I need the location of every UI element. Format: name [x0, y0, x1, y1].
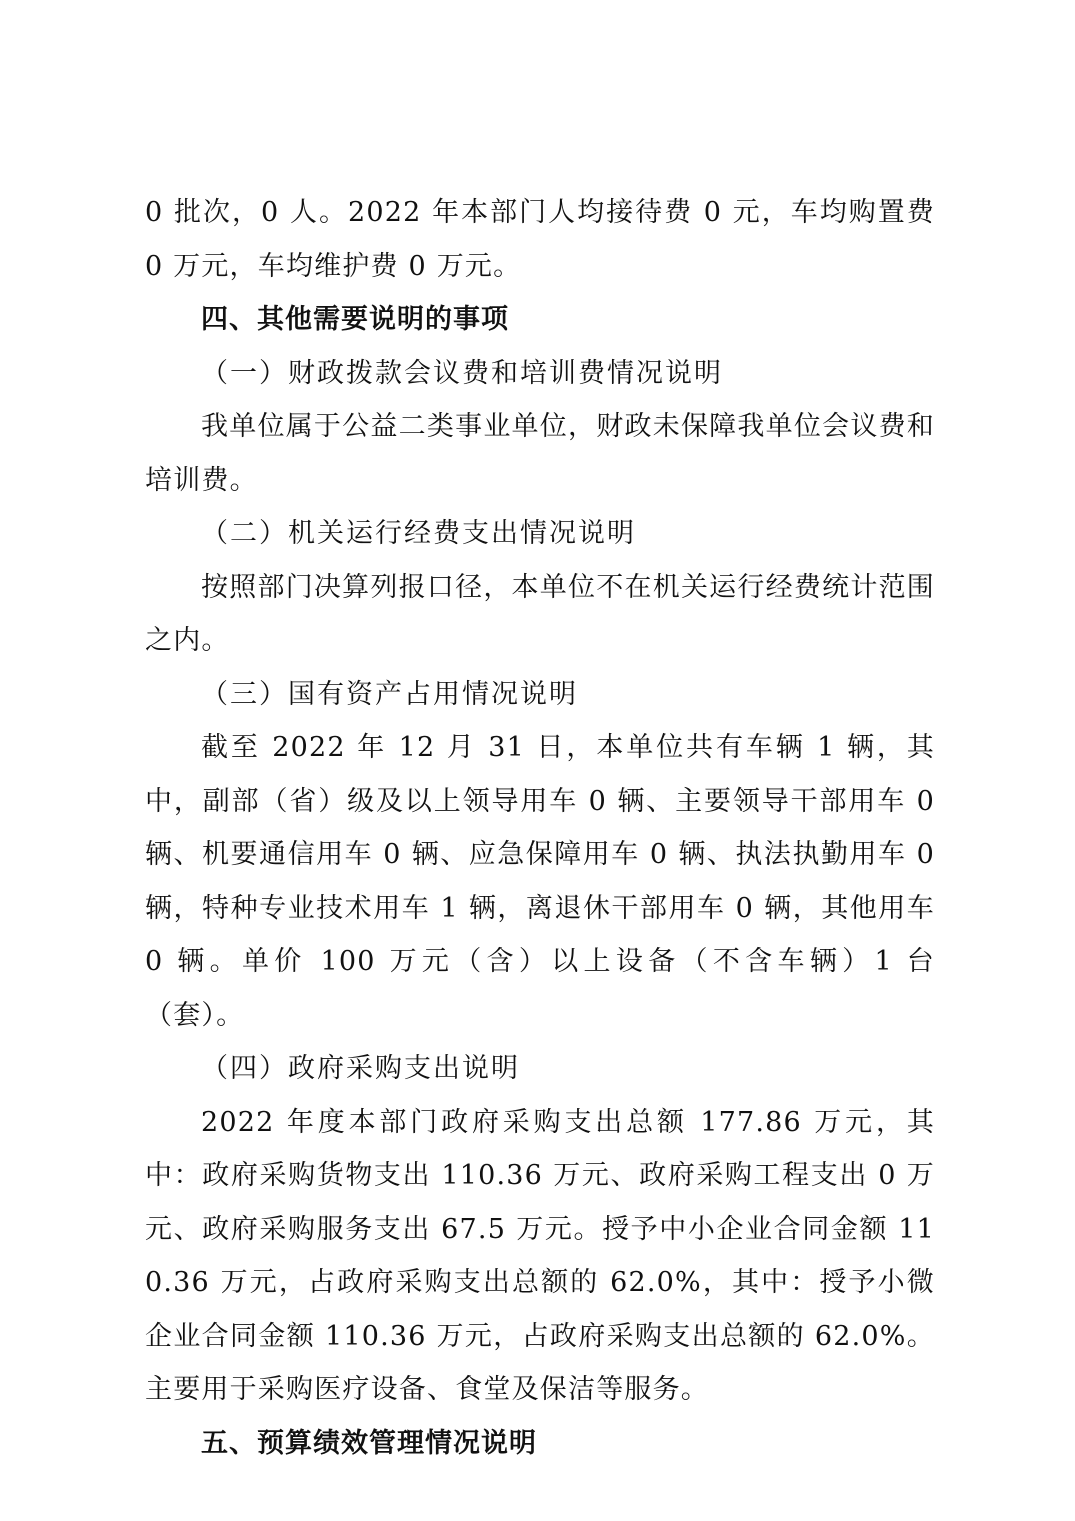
- subheading-operating-expenses: （二）机关运行经费支出情况说明: [201, 518, 636, 549]
- paragraph-state-assets: 截至 2022 年 12 月 31 日，本单位共有车辆 1 辆，其中，副部（省）级及以上领导用车 0 辆、主要领导干部用车 0 辆、机要通信用车 0 辆、应急保障用车 0 辆、执法执勤用车 0 辆，特种专业技术用车 1 辆，离退休干部用车 0 辆，其他用车 0 辆。单价 100 万元（含）以上设备（不含车辆）1 台（套）。: [145, 732, 935, 1031]
- paragraph-government-procurement: 2022 年度本部门政府采购支出总额 177.86 万元，其中：政府采购货物支出 110.36 万元、政府采购工程支出 0 万元、政府采购服务支出 67.5 万元。授予中小企业合同金额 110.36 万元，占政府采购支出总额的 62.0%，其中：授予小微企业合同金额 110.36 万元，占政府采购支出总额的 62.0%。主要用于采购医疗设备、食堂及保洁等服务。: [145, 1106, 935, 1405]
- document-page: [145, 186, 935, 1470]
- subheading-government-procurement: （四）政府采购支出说明: [201, 1053, 520, 1084]
- heading-performance-management: 五、预算绩效管理情况说明: [201, 1427, 537, 1459]
- paragraph-operating-expenses: 按照部门决算列报口径，本单位不在机关运行经费统计范围之内。: [145, 571, 935, 656]
- subheading-state-assets: （三）国有资产占用情况说明: [201, 678, 578, 710]
- paragraph-meeting-training-fees: 我单位属于公益二类事业单位，财政未保障我单位会议费和培训费。: [145, 411, 935, 496]
- subheading-meeting-training-fees: （一）财政拨款会议费和培训费情况说明: [201, 357, 723, 389]
- paragraph-reception-car-costs: 0 批次，0 人。2022 年本部门人均接待费 0 元，车均购置费 0 万元，车均维护费 0 万元。: [145, 197, 935, 282]
- heading-other-matters: 四、其他需要说明的事项: [201, 304, 509, 335]
